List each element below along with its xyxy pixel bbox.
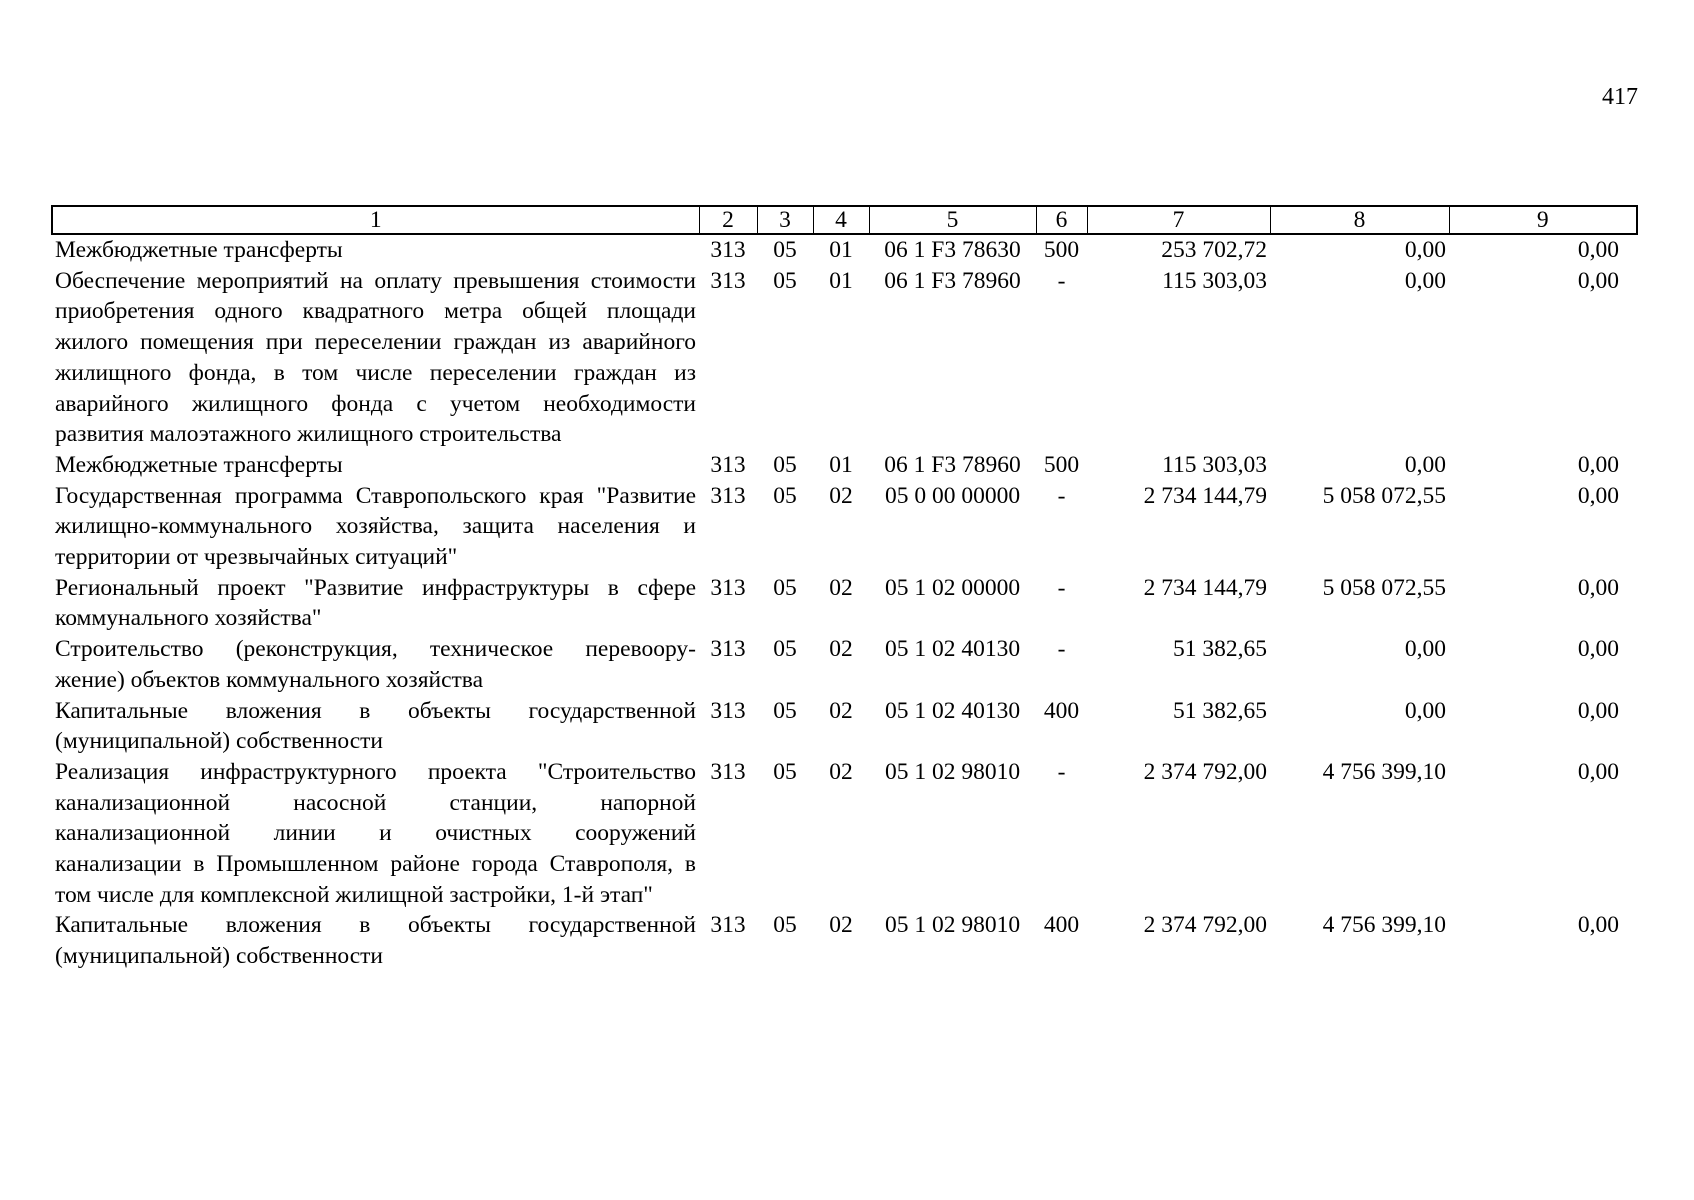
description-line: приобретения одного квадратного метра общей площади (55, 298, 696, 325)
table-row (52, 696, 1637, 757)
col-8-amount: 0,00 (1404, 451, 1446, 478)
table-row (52, 573, 1637, 634)
col-7-amount: 115 303,03 (1162, 267, 1267, 294)
col-3-value: 05 (773, 697, 797, 724)
col-7-amount: 51 382,65 (1173, 636, 1267, 663)
col-7-amount: 2 734 144,79 (1143, 574, 1267, 601)
row-description (52, 266, 699, 450)
table-body (52, 234, 1637, 972)
header-col-3: 3 (757, 206, 813, 234)
col-3-value: 05 (773, 451, 797, 478)
col-2-value: 313 (710, 758, 746, 785)
description-line: Реализация инфраструктурного проекта "Строительство (55, 758, 696, 785)
col-2-value: 313 (710, 237, 746, 263)
col-8-amount: 0,00 (1404, 697, 1446, 724)
header-col-5: 5 (869, 206, 1036, 234)
description-line: канализации в Промышленном районе города Ставрополя, в (55, 851, 696, 878)
row-description (52, 481, 699, 573)
col-2-value: 313 (710, 451, 746, 478)
col-3-value: 05 (773, 758, 797, 785)
description-line: (муниципальной) собственности (55, 728, 384, 755)
col-5-value: 06 1 F3 78630 (884, 237, 1021, 263)
row-description (52, 757, 699, 911)
col-9-amount: 0,00 (1577, 636, 1619, 663)
description-line: Межбюджетные трансферты (55, 451, 343, 478)
description-line: территории от чрезвычайных ситуаций" (55, 544, 458, 571)
row-description (52, 450, 699, 481)
description-line: Межбюджетные трансферты (55, 237, 343, 263)
col-4-value: 01 (829, 237, 853, 263)
col-9-amount: 0,00 (1577, 482, 1619, 509)
table-row (52, 481, 1637, 573)
col-4-value: 02 (829, 758, 853, 785)
col-8-amount: 0,00 (1404, 636, 1446, 663)
description-line: жилого помещения при переселении граждан из аварийного (55, 329, 696, 356)
col-7-amount: 2 374 792,00 (1143, 912, 1267, 939)
col-2-value: 313 (710, 574, 746, 601)
col-3-value: 05 (773, 482, 797, 509)
col-6-value: - (1057, 574, 1066, 601)
row-description (52, 634, 699, 695)
col-7-amount: 51 382,65 (1173, 697, 1267, 724)
description-line: развития малоэтажного жилищного строительства (55, 421, 562, 448)
header-col-6: 6 (1036, 206, 1087, 234)
col-5-value: 05 1 02 00000 (884, 574, 1021, 601)
col-7-amount: 115 303,03 (1162, 451, 1267, 478)
col-6-value: - (1057, 482, 1066, 509)
col-6-value: - (1057, 636, 1066, 663)
description-line: канализационной насосной станции, напорной (55, 789, 696, 816)
table-row (52, 757, 1637, 911)
col-4-value: 02 (829, 912, 853, 939)
col-4-value: 02 (829, 482, 853, 509)
col-4-value: 01 (829, 267, 853, 294)
col-9-amount: 0,00 (1577, 697, 1619, 724)
col-8-amount: 4 756 399,10 (1322, 912, 1446, 939)
col-2-value: 313 (710, 636, 746, 663)
description-line: жение) объектов коммунального хозяйства (55, 666, 484, 693)
description-line: Государственная программа Ставропольского края "Развитие (55, 482, 696, 509)
col-2-value: 313 (710, 267, 746, 294)
col-9-amount: 0,00 (1577, 267, 1619, 294)
col-5-value: 05 1 02 40130 (884, 697, 1021, 724)
table-row (52, 910, 1637, 971)
header-col-2: 2 (699, 206, 757, 234)
table-row (52, 234, 1637, 266)
row-description (52, 234, 699, 266)
col-4-value: 02 (829, 697, 853, 724)
col-6-value: 500 (1043, 451, 1080, 478)
col-5-value: 06 1 F3 78960 (884, 451, 1021, 478)
col-9-amount: 0,00 (1577, 451, 1619, 478)
description-line: Капитальные вложения в объекты государственной (55, 697, 696, 724)
description-line: Строительство (реконструкция, техническое перевоору- (55, 636, 696, 663)
col-8-amount: 4 756 399,10 (1322, 758, 1446, 785)
col-5-value: 05 1 02 98010 (884, 912, 1021, 939)
col-9-amount: 0,00 (1577, 574, 1619, 601)
col-5-value: 05 1 02 40130 (884, 636, 1021, 663)
description-line: том числе для комплексной жилищной застройки, 1-й этап" (55, 881, 653, 908)
col-4-value: 01 (829, 451, 853, 478)
description-line: Капитальные вложения в объекты государственной (55, 912, 696, 939)
col-3-value: 05 (773, 267, 797, 294)
table-row (52, 634, 1637, 695)
header-col-9: 9 (1449, 206, 1637, 234)
col-3-value: 05 (773, 237, 797, 263)
header-col-4: 4 (813, 206, 869, 234)
col-8-amount: 5 058 072,55 (1322, 482, 1446, 509)
col-9-amount: 0,00 (1577, 237, 1619, 263)
col-5-value: 05 0 00 00000 (884, 482, 1021, 509)
description-line: (муниципальной) собственности (55, 943, 384, 970)
page-number: 417 (1602, 84, 1638, 110)
col-3-value: 05 (773, 636, 797, 663)
col-8-amount: 5 058 072,55 (1322, 574, 1446, 601)
table-header (52, 206, 1637, 234)
budget-table (51, 205, 1638, 972)
description-line: жилищно-коммунального хозяйства, защита населения и (55, 513, 696, 540)
col-6-value: 400 (1043, 912, 1080, 939)
col-8-amount: 0,00 (1404, 267, 1446, 294)
row-description (52, 910, 699, 971)
row-description (52, 573, 699, 634)
header-col-8: 8 (1270, 206, 1449, 234)
header-col-7: 7 (1087, 206, 1270, 234)
col-5-value: 06 1 F3 78960 (884, 267, 1021, 294)
description-line: Обеспечение мероприятий на оплату превышения стоимости (55, 267, 696, 294)
col-7-amount: 2 734 144,79 (1143, 482, 1267, 509)
col-6-value: - (1057, 267, 1066, 294)
description-line: канализационной линии и очистных сооружений (55, 820, 696, 847)
description-line: жилищного фонда, в том числе переселении граждан из (55, 359, 696, 386)
col-7-amount: 253 702,72 (1161, 237, 1267, 263)
table-row (52, 450, 1637, 481)
col-6-value: 500 (1043, 237, 1080, 263)
table-header-row (52, 206, 1637, 234)
col-9-amount: 0,00 (1577, 912, 1619, 939)
col-9-amount: 0,00 (1577, 758, 1619, 785)
col-2-value: 313 (710, 697, 746, 724)
col-7-amount: 2 374 792,00 (1143, 758, 1267, 785)
col-4-value: 02 (829, 574, 853, 601)
col-8-amount: 0,00 (1404, 237, 1446, 263)
col-3-value: 05 (773, 574, 797, 601)
col-2-value: 313 (710, 912, 746, 939)
header-col-1: 1 (52, 206, 699, 234)
table-row (52, 266, 1637, 450)
description-line: коммунального хозяйства" (55, 605, 322, 632)
col-4-value: 02 (829, 636, 853, 663)
col-5-value: 05 1 02 98010 (884, 758, 1021, 785)
description-line: аварийного жилищного фонда с учетом необходимости (55, 390, 696, 417)
col-6-value: 400 (1043, 697, 1080, 724)
row-description (52, 696, 699, 757)
col-3-value: 05 (773, 912, 797, 939)
col-6-value: - (1057, 758, 1066, 785)
description-line: Региональный проект "Развитие инфраструктуры в сфере (55, 574, 696, 601)
col-2-value: 313 (710, 482, 746, 509)
